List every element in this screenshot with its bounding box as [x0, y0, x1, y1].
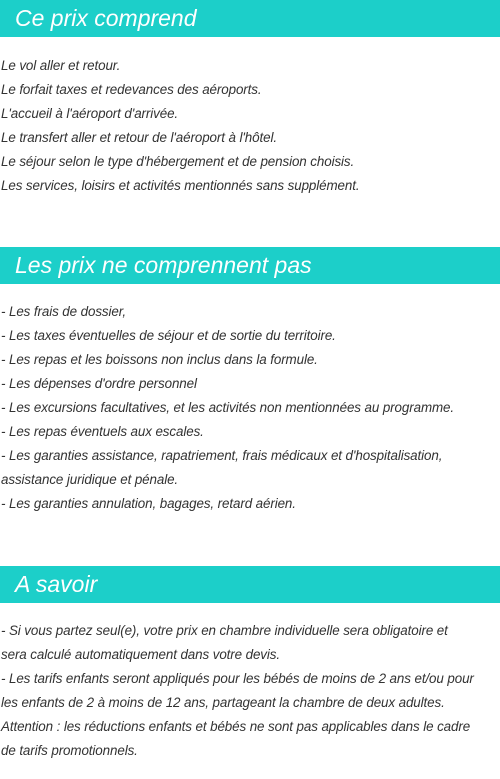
list-item: - Les frais de dossier, [1, 304, 126, 319]
section-good-to-know [0, 566, 500, 763]
list-item: - Les garanties assistance, rapatriement, frais médicaux et d'hospitalisation, [1, 448, 443, 463]
list-item: - Les repas et les boissons non inclus dans la formule. [1, 352, 318, 367]
section-price-includes [0, 0, 500, 198]
list-item: Les services, loisirs et activités mentionnés sans supplément. [1, 178, 360, 193]
list-item: - Les dépenses d'ordre personnel [1, 376, 197, 391]
list-item: les enfants de 2 à moins de 12 ans, partageant la chambre de deux adultes. [1, 695, 445, 710]
list-item: Le forfait taxes et redevances des aéroports. [1, 82, 262, 97]
section-title: Les prix ne comprennent pas [15, 252, 312, 278]
list-item: sera calculé automatiquement dans votre devis. [1, 647, 280, 662]
excluded-list [0, 284, 500, 516]
list-item: Le transfert aller et retour de l'aéroport à l'hôtel. [1, 130, 277, 145]
list-item: - Les garanties annulation, bagages, retard aérien. [1, 496, 296, 511]
list-item: - Les repas éventuels aux escales. [1, 424, 204, 439]
section-header [0, 247, 500, 284]
list-item: Le vol aller et retour. [1, 58, 121, 73]
section-price-excludes [0, 247, 500, 516]
info-list [0, 603, 500, 763]
list-item: - Les excursions facultatives, et les activités non mentionnées au programme. [1, 400, 455, 415]
list-item: assistance juridique et pénale. [1, 472, 179, 487]
section-title: Ce prix comprend [15, 5, 197, 31]
list-item: Attention : les réductions enfants et bébés ne sont pas applicables dans le cadre [1, 719, 471, 734]
list-item: - Les taxes éventuelles de séjour et de sortie du territoire. [1, 328, 336, 343]
section-title: A savoir [15, 571, 98, 597]
section-header [0, 0, 500, 37]
list-item: Le séjour selon le type d'hébergement et de pension choisis. [1, 154, 355, 169]
list-item: de tarifs promotionnels. [1, 743, 138, 758]
list-item: L'accueil à l'aéroport d'arrivée. [1, 106, 179, 121]
list-item: - Si vous partez seul(e), votre prix en chambre individuelle sera obligatoire et [1, 623, 448, 638]
section-header [0, 566, 500, 603]
included-list [0, 37, 500, 198]
list-item: - Les tarifs enfants seront appliqués pour les bébés de moins de 2 ans et/ou pour [1, 671, 474, 686]
